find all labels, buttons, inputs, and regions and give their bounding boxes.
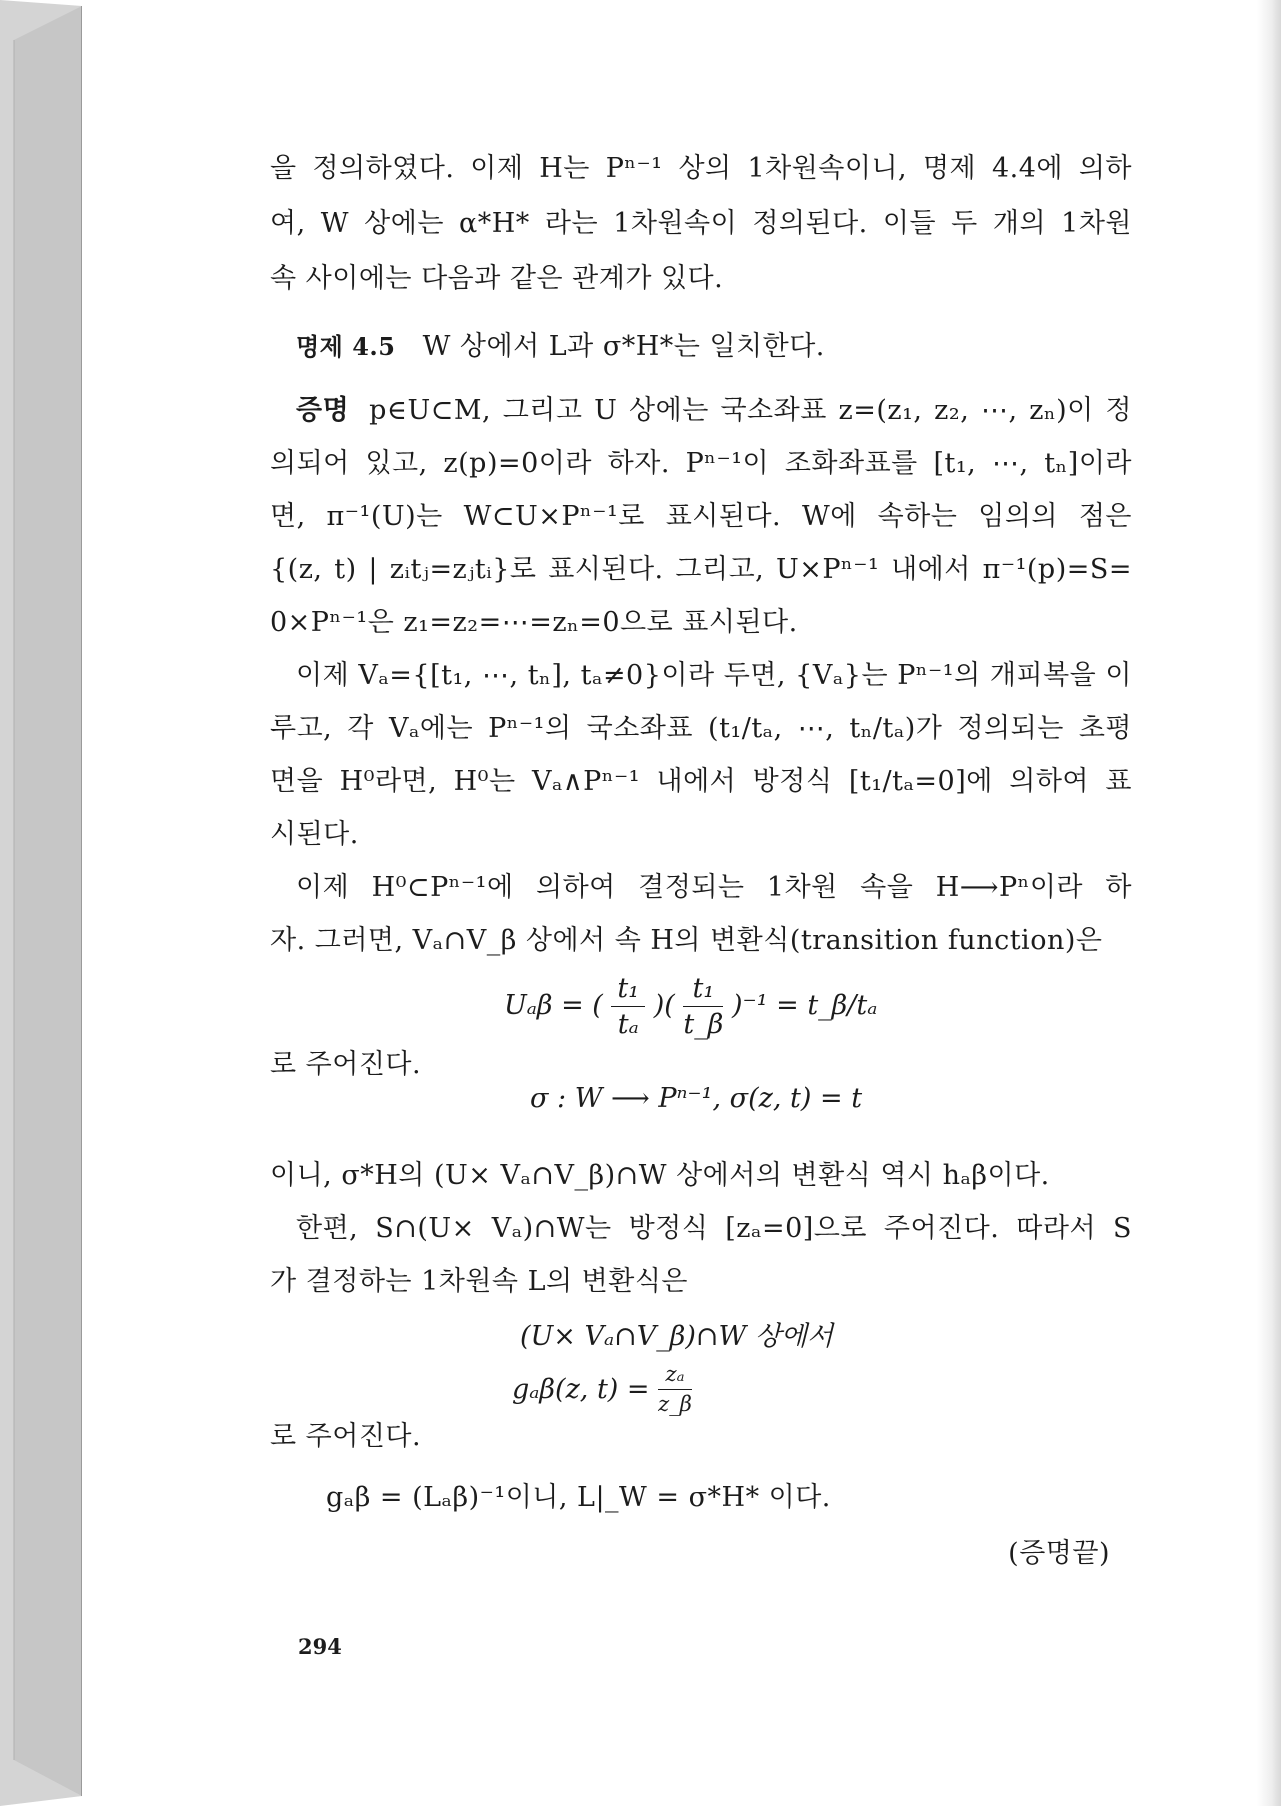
proof-line-10: 이제 H⁰⊂Pⁿ⁻¹에 의하여 결정되는 1차원 속을 H⟶Pⁿ이라 하: [296, 872, 1132, 903]
page-number: 294: [298, 1634, 342, 1659]
proposition: [296, 323, 1158, 371]
proof-line-16: 로 주어진다.: [270, 1421, 422, 1452]
equation-transition-h: [504, 975, 877, 1038]
proof-line-15: 가 결정하는 1차원속 L의 변환식은: [270, 1266, 689, 1297]
eq4-denominator: z_β: [658, 1392, 692, 1416]
eq1-lhs: Uₐβ = (: [504, 990, 603, 1021]
proof-line-7: 루고, 각 Vₐ에는 Pⁿ⁻¹의 국소좌표 (t₁/tₐ, ⋯, tₙ/tₐ)가 정의되는 초평: [270, 713, 1132, 744]
page-edge-shadow: [1257, 0, 1281, 1806]
proof-line-9: 시된다.: [270, 819, 359, 850]
eq1-numerator-1: t₁: [611, 975, 645, 1007]
eq4-numerator: zₐ: [658, 1364, 692, 1390]
proof-line-1: [296, 387, 1132, 435]
eq4-lhs: gₐβ(z, t) =: [512, 1374, 650, 1405]
proof-line-13: 이니, σ*H의 (U× Vₐ∩V_β)∩W 상에서의 변환식 역시 hₐβ이다.: [270, 1160, 1050, 1191]
eq1-fraction-2: [683, 975, 723, 1038]
line-1: 을 정의하였다. 이제 H는 Pⁿ⁻¹ 상의 1차원속이니, 명제 4.4에 의하: [270, 153, 1132, 184]
proposition-label: 명제 4.5: [296, 332, 396, 361]
proof-label: 증명: [296, 395, 350, 426]
eq1-denominator-2: t_β: [683, 1009, 724, 1040]
proof-end-mark: (증명끝): [1008, 1538, 1110, 1569]
proof-line-12: 로 주어진다.: [270, 1049, 422, 1080]
eq4-fraction: [658, 1364, 692, 1415]
equation-domain: (U× Vₐ∩V_β)∩W 상에서: [520, 1321, 834, 1352]
proof-line-3: 면, π⁻¹(U)는 W⊂U×Pⁿ⁻¹로 표시된다. W에 속하는 임의의 점은: [270, 501, 1132, 532]
line-3: 속 사이에는 다음과 같은 관계가 있다.: [270, 263, 724, 294]
eq1-mid: )(: [653, 990, 675, 1021]
proof-line-5: 0×Pⁿ⁻¹은 z₁=z₂=⋯=zₙ=0으로 표시된다.: [270, 607, 798, 638]
proof-line-17: gₐβ = (Lₐβ)⁻¹이니, L|_W = σ*H* 이다.: [326, 1482, 831, 1513]
eq1-numerator-2: t₁: [683, 975, 723, 1007]
line-2: 여, W 상에는 α*H* 라는 1차원속이 정의된다. 이들 두 개의 1차원: [270, 208, 1132, 239]
equation-transition-l: [512, 1330, 692, 1416]
eq1-denominator-1: tₐ: [617, 1009, 639, 1040]
eq1-fraction-1: [611, 975, 645, 1038]
proposition-text: W 상에서 L과 σ*H*는 일치한다.: [422, 331, 825, 362]
equation-sigma-map: σ : W ⟶ Pⁿ⁻¹, σ(z, t) = t: [530, 1083, 863, 1114]
proof-line-6: 이제 Vₐ={[t₁, ⋯, tₙ], tₐ≠0}이라 두면, {Vₐ}는 Pⁿ⁻¹의 개피복을 이: [296, 660, 1133, 691]
proof-text-1: p∈U⊂M, 그리고 U 상에는 국소좌표 z=(z₁, z₂, ⋯, zₙ)이 정: [369, 395, 1132, 426]
proof-line-11: 자. 그러면, Vₐ∩V_β 상에서 속 H의 변환식(transition function)은: [270, 925, 1103, 956]
proof-line-4: {(z, t) | zᵢtⱼ=zⱼtᵢ}로 표시된다. 그리고, U×Pⁿ⁻¹ 내에서 π⁻¹(p)=S=: [270, 554, 1132, 585]
proof-line-2: 의되어 있고, z(p)=0이라 하자. Pⁿ⁻¹이 조화좌표를 [t₁, ⋯, tₙ]이라: [270, 448, 1132, 479]
eq1-rhs: )⁻¹ = t_β/tₐ: [731, 990, 878, 1021]
proof-line-8: 면을 H⁰라면, H⁰는 Vₐ∧Pⁿ⁻¹ 내에서 방정식 [t₁/tₐ=0]에 의하여 표: [270, 766, 1132, 797]
proof-line-14: 한편, S∩(U× Vₐ)∩W는 방정식 [zₐ=0]으로 주어진다. 따라서 S: [296, 1213, 1132, 1244]
